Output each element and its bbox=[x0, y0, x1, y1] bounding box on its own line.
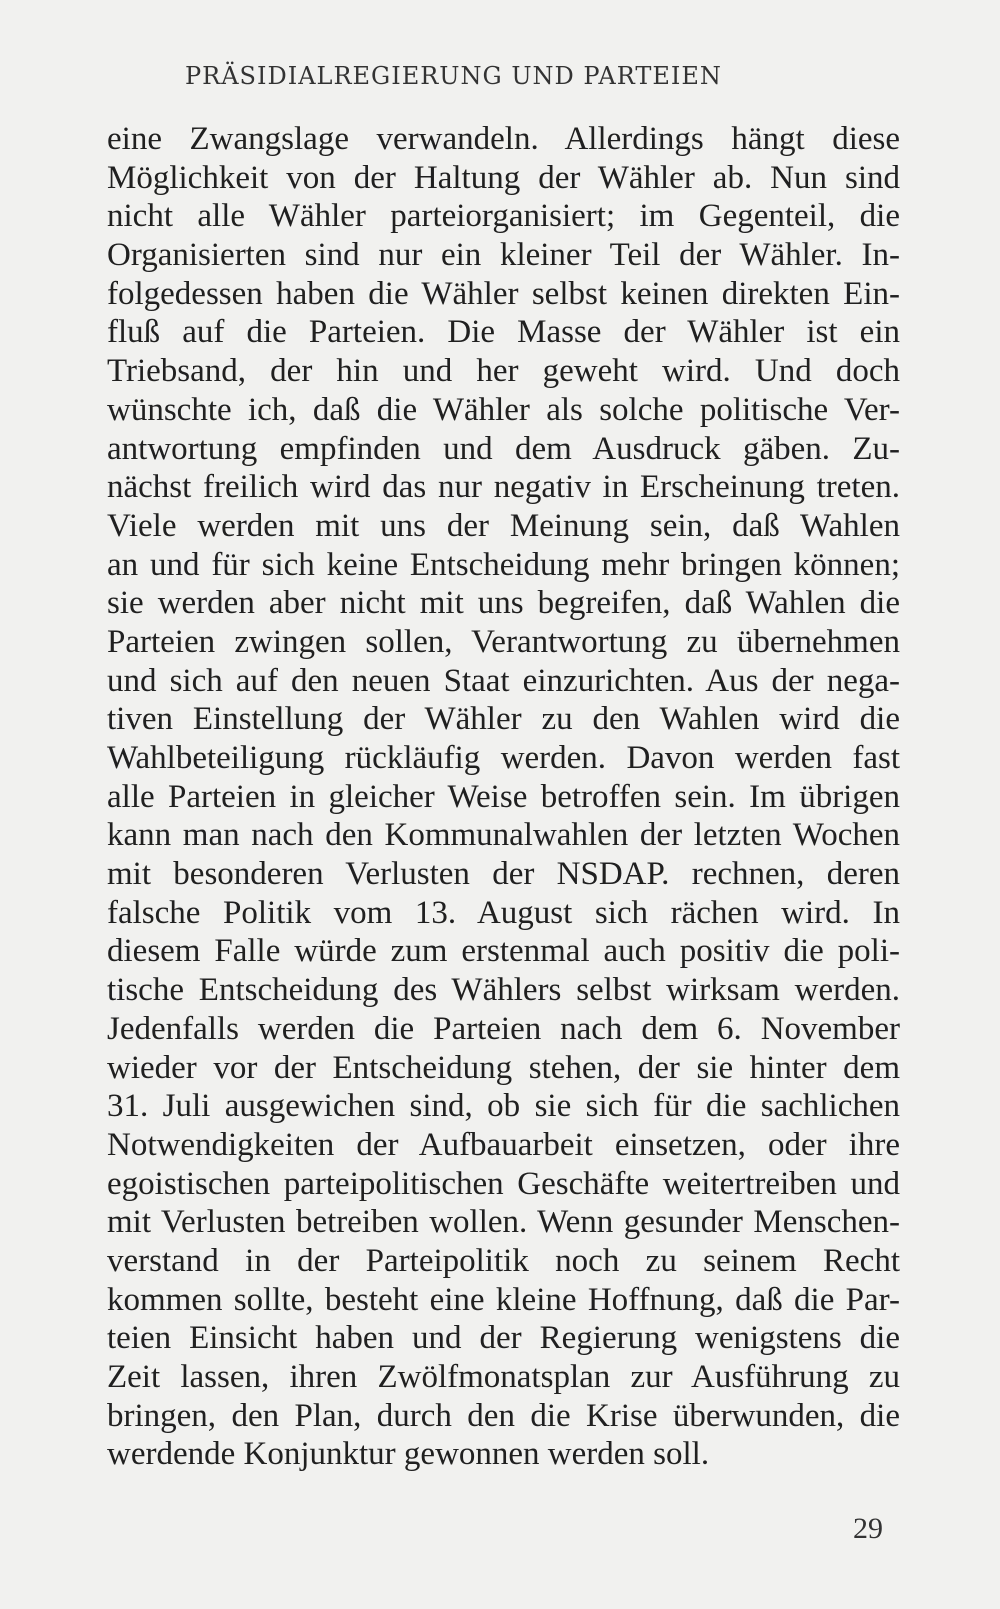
page-number: 29 bbox=[853, 1512, 883, 1545]
text-line: eine Zwangslage verwandeln. Allerdings hängt diese bbox=[107, 121, 900, 157]
text-line: Wahlbeteiligung rückläufig werden. Davon werden fast bbox=[107, 740, 900, 776]
text-line: bringen, den Plan, durch den die Krise überwunden, die bbox=[107, 1397, 900, 1434]
text-line: egoistischen parteipolitischen Geschäfte weitertreiben und bbox=[107, 1165, 900, 1202]
text-line: teien Einsicht haben und der Regierung wenigstens die bbox=[107, 1320, 900, 1357]
text-line: nicht alle Wähler parteiorganisiert; im Gegenteil, die bbox=[107, 198, 900, 235]
text-line: Jedenfalls werden die Parteien nach dem 6. November bbox=[107, 1010, 900, 1047]
text-line: wünschte ich, daß die Wähler als solche politische Ver- bbox=[107, 391, 900, 428]
text-line: falsche Politik vom 13. August sich rächen wird. In bbox=[107, 894, 900, 931]
text-line: Triebsand, der hin und her geweht wird. Und doch bbox=[107, 353, 900, 390]
text-line: Zeit lassen, ihren Zwölfmonatsplan zur Ausführung zu bbox=[107, 1359, 900, 1395]
text-line: wieder vor der Entscheidung stehen, der sie hinter dem bbox=[107, 1049, 900, 1086]
text-line: tische Entscheidung des Wählers selbst wirksam werden. bbox=[107, 972, 900, 1009]
text-line: diesem Falle würde zum erstenmal auch positiv die poli- bbox=[107, 933, 900, 970]
text-line: und sich auf den neuen Staat einzurichten. Aus der nega- bbox=[107, 662, 900, 699]
text-line: antwortung empfinden und dem Ausdruck gäben. Zu- bbox=[107, 430, 900, 467]
text-line: Parteien zwingen sollen, Verantwortung zu übernehmen bbox=[107, 623, 900, 660]
text-line: werdende Konjunktur gewonnen werden soll. bbox=[107, 1436, 710, 1473]
text-line: alle Parteien in gleicher Weise betroffen sein. Im übrigen bbox=[107, 778, 900, 815]
text-line: an und für sich keine Entscheidung mehr bringen können; bbox=[107, 546, 900, 583]
text-line: 31. Juli ausgewichen sind, ob sie sich für die sachlichen bbox=[107, 1088, 900, 1125]
text-line: kann man nach den Kommunalwahlen der letzten Wochen bbox=[107, 817, 900, 854]
text-line: nächst freilich wird das nur negativ in Erscheinung treten. bbox=[107, 469, 900, 506]
text-line: tiven Einstellung der Wähler zu den Wahlen wird die bbox=[107, 701, 900, 738]
text-line: mit besonderen Verlusten der NSDAP. rechnen, deren bbox=[107, 856, 900, 893]
text-line: Notwendigkeiten der Aufbauarbeit einsetzen, oder ihre bbox=[107, 1126, 900, 1163]
text-line: verstand in der Parteipolitik noch zu seinem Recht bbox=[107, 1242, 900, 1279]
text-line: fluß auf die Parteien. Die Masse der Wähler ist ein bbox=[107, 314, 900, 351]
text-line: Organisierten sind nur ein kleiner Teil der Wähler. In- bbox=[107, 237, 900, 274]
text-line: folgedessen haben die Wähler selbst keinen direkten Ein- bbox=[107, 275, 900, 312]
text-line: sie werden aber nicht mit uns begreifen, daß Wahlen die bbox=[107, 585, 900, 622]
running-head: PRÄSIDIALREGIERUNG UND PARTEIEN bbox=[185, 62, 722, 90]
text-line: kommen sollte, besteht eine kleine Hoffnung, daß die Par- bbox=[107, 1281, 900, 1318]
text-line: Möglichkeit von der Haltung der Wähler ab. Nun sind bbox=[107, 159, 900, 196]
body-text bbox=[107, 120, 900, 1474]
text-line: mit Verlusten betreiben wollen. Wenn gesunder Menschen- bbox=[107, 1204, 900, 1241]
text-line: Viele werden mit uns der Meinung sein, daß Wahlen bbox=[107, 507, 900, 544]
